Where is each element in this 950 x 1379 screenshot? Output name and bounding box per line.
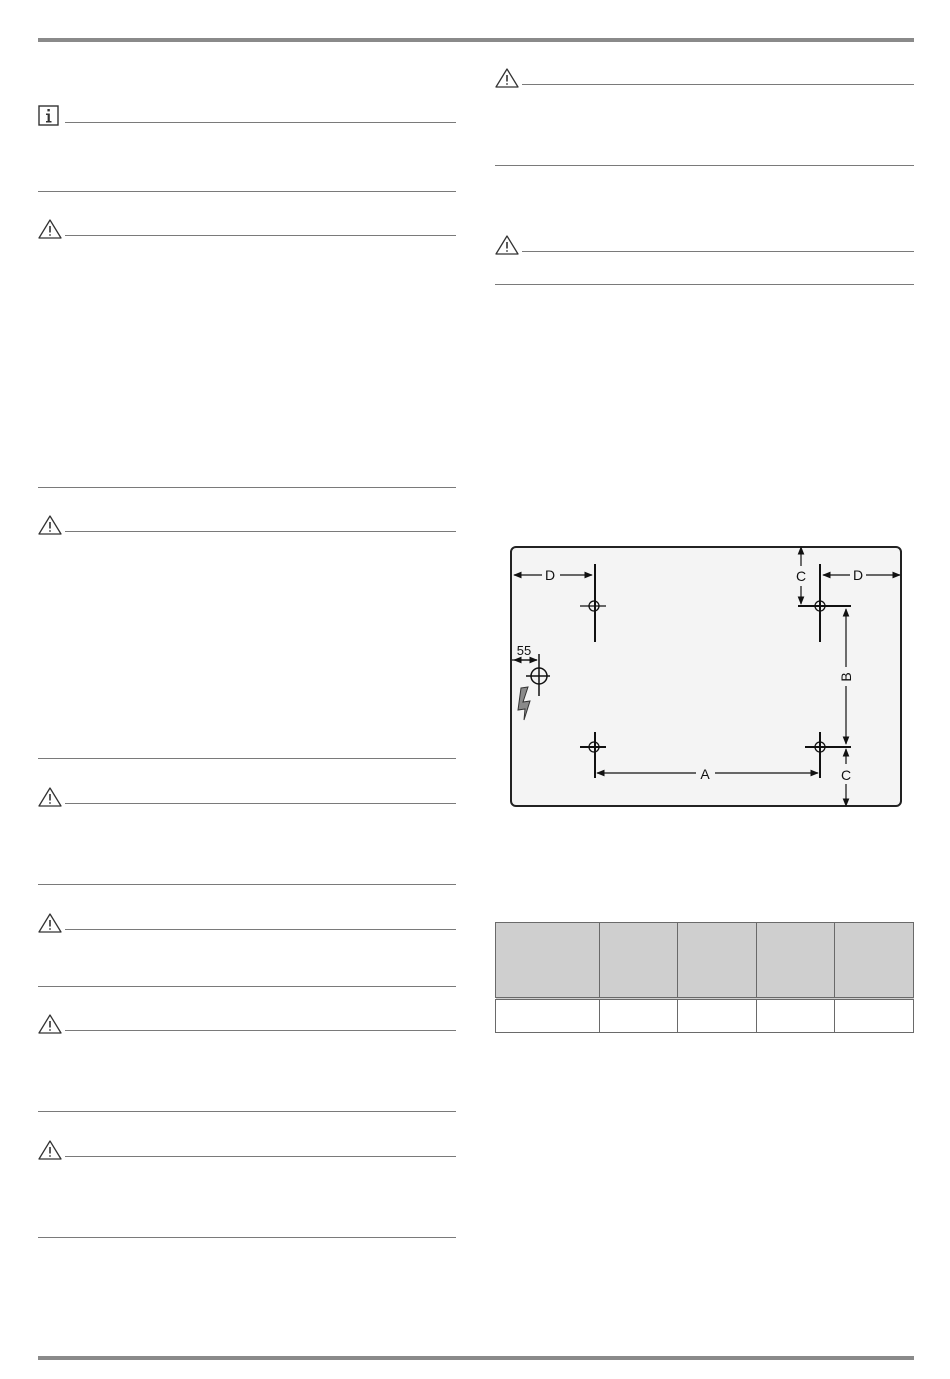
warning-triangle-icon [38,786,64,808]
table-cell [678,999,757,1033]
table-cell [756,999,835,1033]
info-note-header [38,105,456,127]
warning-triangle-icon [38,1013,64,1035]
warning-header [495,234,914,256]
warning-header [38,1139,456,1161]
label-c-bottom: C [840,767,852,783]
section-divider [38,191,456,192]
section-divider [495,165,914,166]
section-divider [495,284,914,285]
label-b: B [838,672,854,682]
warning-triangle-icon [495,234,521,256]
label-a: A [700,766,710,782]
table-header-cell [599,923,678,999]
section-divider [38,1237,456,1238]
warning-header [38,1013,456,1035]
section-divider [38,1111,456,1112]
warning-header [38,912,456,934]
info-icon [38,105,60,127]
table-header-cell [756,923,835,999]
label-c-top: C [795,568,807,584]
dimension-table [495,922,914,1033]
table-row [496,999,914,1033]
mounting-diagram [508,544,906,810]
warning-triangle-icon [38,218,64,240]
label-d-right: D [852,567,864,583]
bottom-rule [38,1356,914,1360]
warning-triangle-icon [495,67,521,89]
table-header-row [496,923,914,999]
label-d-left: D [544,567,556,583]
warning-triangle-icon [38,912,64,934]
table-cell [835,999,914,1033]
section-divider [38,487,456,488]
top-rule [38,38,914,42]
table-header-cell [678,923,757,999]
table-header-cell [835,923,914,999]
warning-header [38,218,456,240]
table-header-cell [496,923,600,999]
warning-triangle-icon [38,1139,64,1161]
section-divider [38,758,456,759]
section-divider [38,986,456,987]
warning-triangle-icon [38,514,64,536]
warning-header [38,514,456,536]
table-cell [599,999,678,1033]
section-divider [38,884,456,885]
warning-header [38,786,456,808]
label-offset: 55 [516,643,532,658]
warning-header [495,67,914,89]
table-cell [496,999,600,1033]
